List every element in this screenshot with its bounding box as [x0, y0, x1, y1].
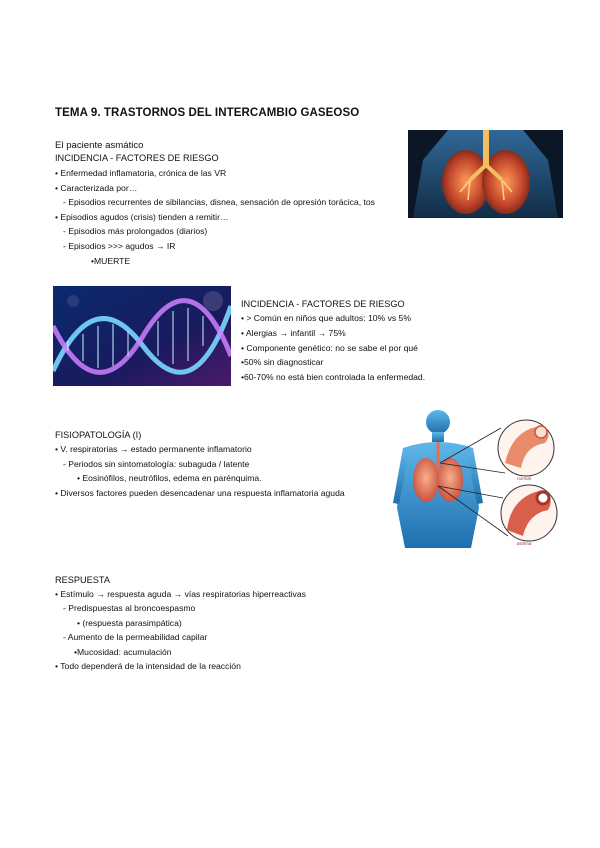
airway-anatomy-image — [393, 408, 568, 548]
list-item: • Caracterizada por… — [55, 183, 138, 193]
section-heading: INCIDENCIA - FACTORES DE RIESGO — [55, 153, 219, 163]
page-title: TEMA 9. TRASTORNOS DEL INTERCAMBIO GASEOSO — [55, 107, 360, 119]
list-item: • V. respiratorias → estado permanente inflamatorio — [55, 444, 252, 454]
list-item: • Componente genético: no se sabe el por qué — [241, 343, 418, 353]
list-item: • > Común en niños que adultos: 10% vs 5% — [241, 313, 411, 323]
list-item: - Episodios más prolongados (diarios) — [63, 226, 208, 236]
section-heading: RESPUESTA — [55, 575, 110, 585]
list-item: - Periodos sin sintomatología: subaguda / latente — [63, 459, 250, 469]
section-heading: INCIDENCIA - FACTORES DE RIESGO — [241, 299, 405, 309]
list-item: • Episodios agudos (crisis) tienden a remitir… — [55, 212, 229, 222]
list-item: •MUERTE — [91, 256, 131, 266]
lungs-image — [408, 130, 563, 218]
list-item: - Predispuestas al broncoespasmo — [63, 603, 196, 613]
dna-image — [53, 286, 231, 386]
list-item: - Episodios recurrentes de sibilancias, disnea, sensación de opresión torácica, tos — [63, 197, 375, 207]
list-item: - Episodios >>> agudos → IR — [63, 241, 176, 251]
list-item: • Enfermedad inflamatoria, crónica de las VR — [55, 168, 227, 178]
list-item: • Eosinófilos, neutrófilos, edema en parénquima. — [77, 473, 262, 483]
list-item: • Estímulo → respuesta aguda → vías respiratorias hiperreactivas — [55, 589, 306, 599]
list-item: •60-70% no está bien controlada la enfermedad. — [241, 372, 426, 382]
list-item: •50% sin diagnosticar — [241, 357, 324, 367]
list-item: • Diversos factores pueden desencadenar una respuesta inflamatoria aguda — [55, 488, 345, 498]
list-item: • Todo dependerá de la intensidad de la reacción — [55, 661, 241, 671]
section-subtitle: El paciente asmático — [55, 140, 144, 151]
list-item: • Alergias → infantil → 75% — [241, 328, 346, 338]
list-item: • (respuesta parasimpática) — [77, 618, 182, 628]
section-heading: FISIOPATOLOGÍA (I) — [55, 430, 142, 440]
normal-label: normal — [517, 476, 531, 481]
asthma-label: asthma — [516, 541, 532, 546]
list-item: •Mucosidad: acumulación — [74, 647, 172, 657]
list-item: - Aumento de la permeabilidad capilar — [63, 632, 208, 642]
